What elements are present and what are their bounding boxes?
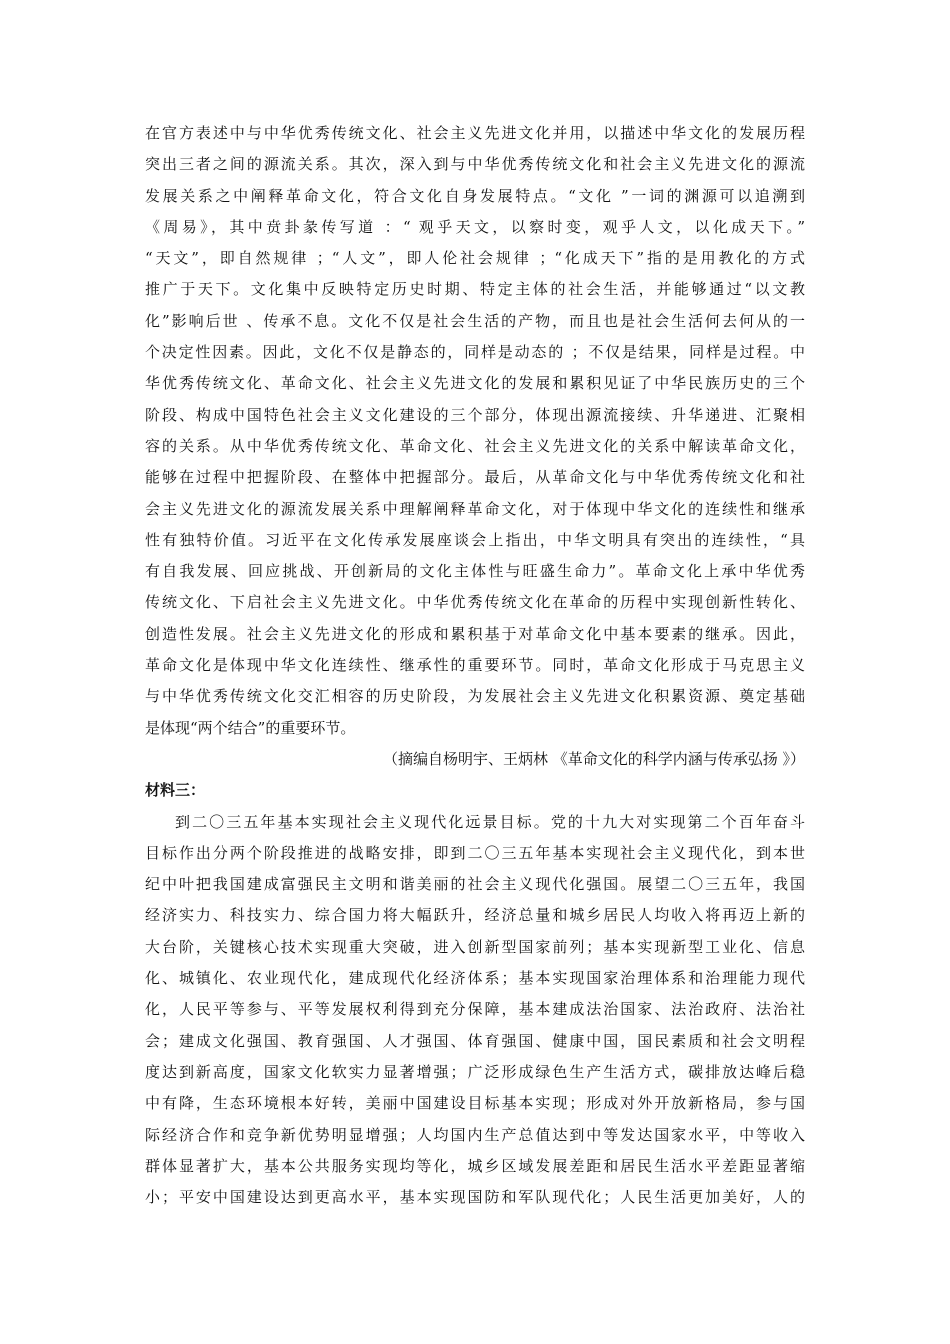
text-line: 性有独特价值。习近平在文化传承发展座谈会上指出，中华文明具有突出的连续性，“具 [145, 530, 805, 549]
text-line: 中有降，生态环境根本好转，美丽中国建设目标基本实现；形成对外开放新格局，参与国 [145, 1094, 805, 1113]
text-line: 在官方表述中与中华优秀传统文化、社会主义先进文化并用，以描述中华文化的发展历程 [145, 124, 805, 142]
document-page [145, 118, 805, 1213]
text-line: 目标作出分两个阶段推进的战略安排，即到二〇三五年基本实现社会主义现代化，到本世 [145, 843, 805, 862]
material-three-heading: 材料三： [145, 781, 206, 800]
text-line: 发展关系之中阐释革命文化，符合文化自身发展特点。“文化 ”一词的渊源可以追溯到 [145, 186, 805, 205]
text-line: 化，人民平等参与、平等发展权利得到充分保障，基本建成法治国家、法治政府、法治社 [145, 1000, 805, 1019]
text-line: 化”影响后世 、传承不息。文化不仅是社会生活的产物，而且也是社会生活何去何从的一 [145, 311, 805, 330]
text-line: 革命文化是体现中华文化连续性、继承性的重要环节。同时，革命文化形成于马克思主义 [145, 656, 805, 675]
text-line: 突出三者之间的源流关系。其次，深入到与中华优秀传统文化和社会主义先进文化的源流 [145, 155, 805, 174]
text-line: “天文”，即自然规律 ；“人文”，即人伦社会规律 ；“化成天下”指的是用教化的方式 [145, 249, 805, 268]
text-line: 传统文化、下启社会主义先进文化。中华优秀传统文化在革命的历程中实现创新性转化、 [145, 593, 805, 612]
text-line: 容的关系。从中华优秀传统文化、革命文化、社会主义先进文化的关系中解读革命文化， [145, 436, 805, 455]
text-line: 有自我发展、回应挑战、开创新局的文化主体性与旺盛生命力”。革命文化上承中华优秀 [145, 562, 805, 581]
text-line: 与中华优秀传统文化交汇相容的历史阶段，为发展社会主义先进文化积累资源、奠定基础 [145, 687, 805, 706]
text-line: 阶段、构成中国特色社会主义文化建设的三个部分，体现出源流接续、升华递进、汇聚相 [145, 405, 805, 424]
text-line: 纪中叶把我国建成富强民主文明和谐美丽的社会主义现代化强国。展望二〇三五年，我国 [145, 875, 805, 894]
text-line: 会；建成文化强国、教育强国、人才强国、体育强国、健康中国，国民素质和社会文明程 [145, 1031, 805, 1050]
material-three-body [145, 807, 805, 1214]
text-line: 能够在过程中把握阶段、在整体中把握部分。最后，从革命文化与中华优秀传统文化和社 [145, 468, 805, 487]
text-line: 会主义先进文化的源流发展关系中理解阐释革命文化，对于体现中华文化的连续性和继承 [145, 499, 805, 518]
text-line: 大台阶，关键核心技术实现重大突破，进入创新型国家前列；基本实现新型工业化、信息 [145, 937, 805, 956]
text-line: 经济实力、科技实力、综合国力将大幅跃升，经济总量和城乡居民人均收入将再迈上新的 [145, 906, 805, 925]
text-line: 到二〇三五年基本实现社会主义现代化远景目标。党的十九大对实现第二个百年奋斗 [175, 812, 805, 831]
material-two-body [145, 118, 805, 744]
text-line: 群体显著扩大，基本公共服务实现均等化，城乡区域发展差距和居民生活水平差距显著缩 [145, 1156, 805, 1175]
text-line: 推广于天下。文化集中反映特定历史时期、特定主体的社会生活，并能够通过“以文教 [145, 280, 805, 299]
material-two-source: （摘编自杨明宇、王炳林 《革命文化的科学内涵与传承弘扬 》） [382, 749, 805, 768]
text-line: 《周易》，其中贲卦彖传写道 ：“ 观乎天文，以察时变，观乎人文，以化成天下。” [145, 217, 805, 236]
text-line: 创造性发展。社会主义先进文化的形成和累积基于对革命文化中基本要素的继承。因此， [145, 624, 805, 643]
text-line: 小；平安中国建设达到更高水平，基本实现国防和军队现代化；人民生活更加美好，人的 [145, 1188, 805, 1207]
text-line: 个决定性因素。因此，文化不仅是静态的，同样是动态的 ；不仅是结果，同样是过程。中 [145, 343, 805, 362]
text-line: 是体现“两个结合”的重要环节。 [145, 718, 356, 737]
text-line: 际经济合作和竞争新优势明显增强；人均国内生产总值达到中等发达国家水平，中等收入 [145, 1125, 805, 1144]
text-line: 华优秀传统文化、革命文化、社会主义先进文化的发展和累积见证了中华民族历史的三个 [145, 374, 805, 393]
text-line: 度达到新高度，国家文化软实力显著增强；广泛形成绿色生产生活方式，碳排放达峰后稳 [145, 1062, 805, 1081]
text-line: 化、城镇化、农业现代化，建成现代化经济体系；基本实现国家治理体系和治理能力现代 [145, 969, 805, 988]
